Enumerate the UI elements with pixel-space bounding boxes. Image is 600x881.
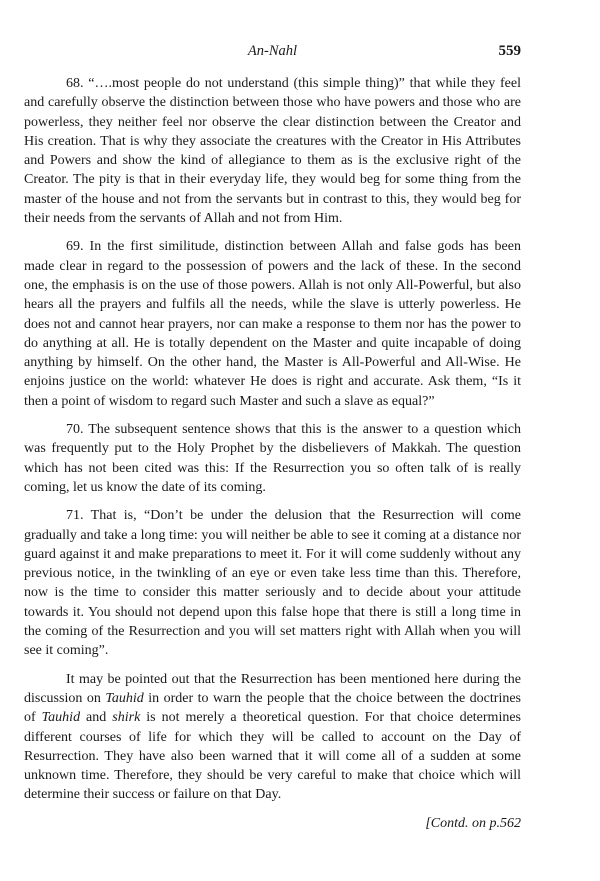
running-title: An-Nahl [247,43,298,59]
note-69: 69. In the first similitude, distinction between Allah and false gods has been made clear in regard to the possession of powers and the lack of these. In the second one, the emphasis is on the use of those powers. Allah is not only All-Powerful, but also hears all the prayers and fulfils all the needs, while the slave is utterly powerless. He does not and cannot hear prayers, nor can make a response to them nor has the power to do anything at all. He is totally dependent on the Master and quite incapable of doing anything by himself. On the other hand, the Master is All-Powerful and All-Wise. He enjoins justice on the world: whatever He does is right and accurate. Ask them, “Is it then a point of wisdom to regard such Master and such a slave as equal?” [24,239,521,409]
italic-term-tauhid: Tauhid [105,690,144,706]
page-number: 559 [498,43,521,59]
running-header [24,43,521,63]
italic-term-shirk: shirk [112,710,141,726]
note-71: 71. That is, “Don’t be under the delusion that the Resurrection will come gradually and take a long time: you will neither be able to see it coming at a distance nor guard against it and make preparations to meet it. For it will come suddenly without any previous notice, in the twinkling of an eye or even take less time than this. Therefore, now is the time to consider this matter seriously and to decide about your attitude towards it. You should not depend upon this false hope that there is still a long time in the coming of the Resurrection and you will set matters right with Allah when you will see it coming”. [24,508,521,659]
text-segment: is not merely a theoretical question. For that choice determines different courses of life for which they will be called to account on the Day of Resurrection. They have also been warned that it will come all of a sudden at some unknown time. Therefore, they should be very careful to make that choice which will determine their success or failure on that Day. [24,710,521,803]
text-segment: and [80,710,113,726]
text-segment: in order to warn the people that the choice between the doctrines of [24,690,521,726]
continuation-note: [Contd. on p.562 [425,815,521,831]
page-body [24,74,521,833]
note-68: 68. “….most people do not understand (this simple thing)” that while they feel and carefully observe the distinction between those who have powers and those who are powerless, they neither feel nor observe the clear distinction between the Creator and His creation. That is why they associate the creatures with the Creator in His Attributes and Powers and show the kind of allegiance to them as is the exclusive right of the Creator. The pity is that in their everyday life, they would beg for some thing from the master of the house and not from the servants but in contrast to this, they would beg for their needs from the servants of Allah and not from Him. [24,76,521,227]
note-70: 70. The subsequent sentence shows that this is the answer to a question which was frequently put to the Holy Prophet by the disbelievers of Makkah. The question which has not been cited was this: If the Resurrection you so often talk of is really coming, let us know the date of its coming. [24,422,521,495]
text-segment: It may be pointed out that the Resurrection has been mentioned here during the discussion on [24,671,521,706]
italic-term-tauhid: Tauhid [41,710,81,726]
note-resurrection-remark [24,670,521,805]
